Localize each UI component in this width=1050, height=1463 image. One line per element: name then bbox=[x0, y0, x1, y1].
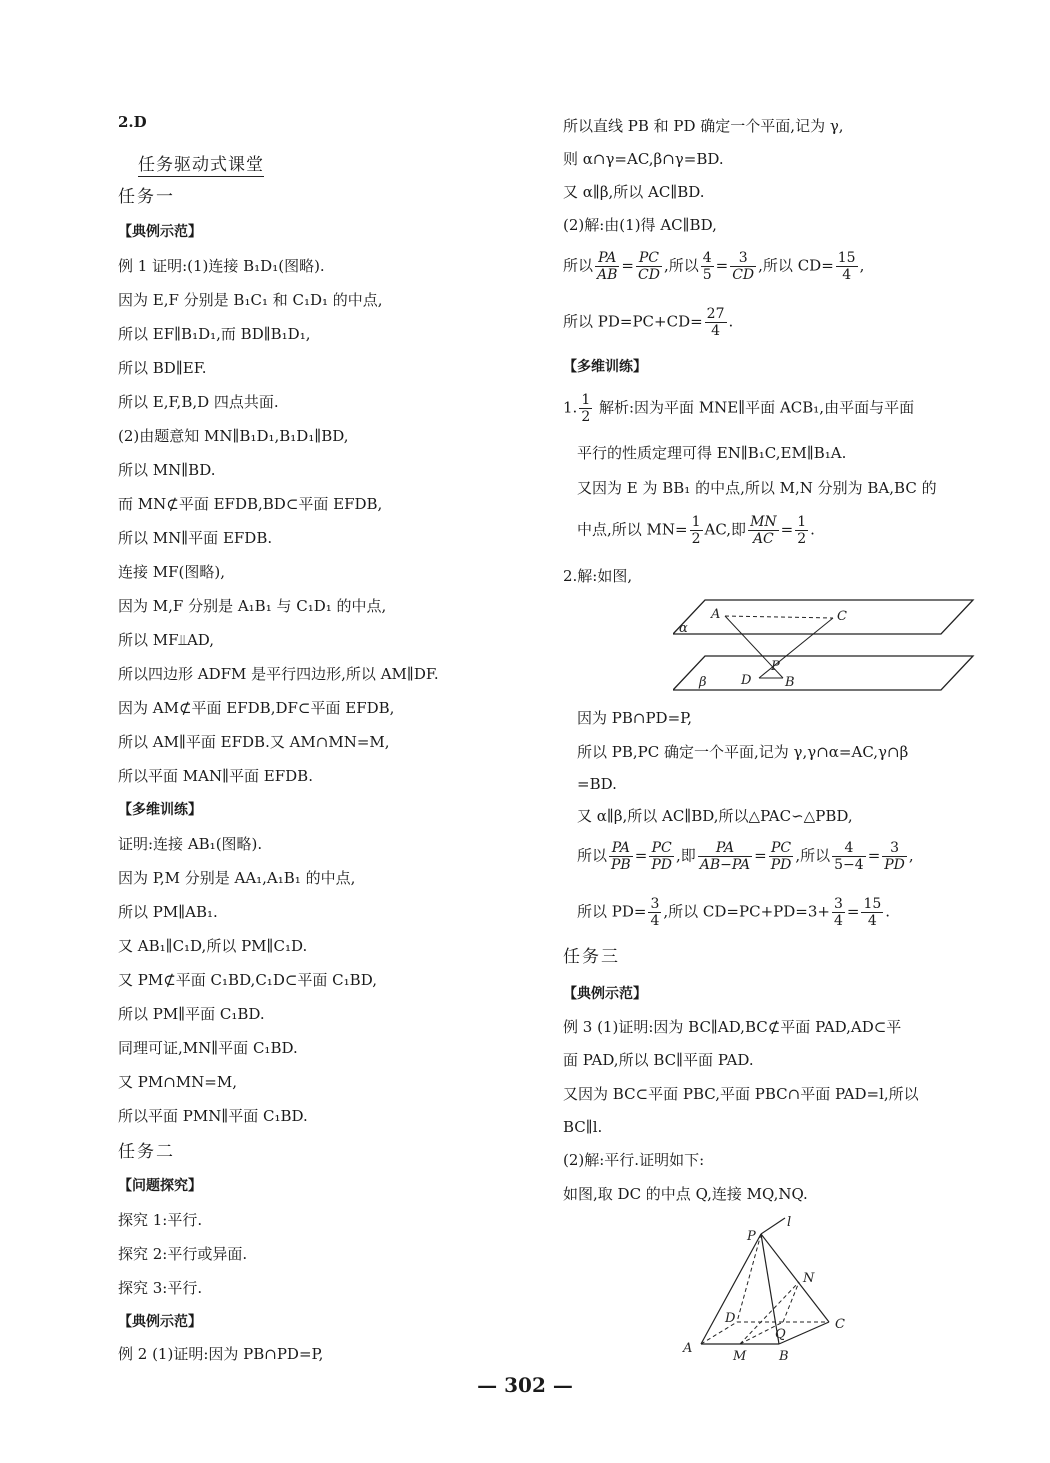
text-line: 则 α∩γ=AC,β∩γ=BD. bbox=[563, 150, 724, 168]
text-line: 连接 MF(图略), bbox=[118, 563, 226, 581]
text-line: 探究 1:平行. bbox=[118, 1211, 203, 1229]
label-A: A bbox=[711, 607, 721, 622]
fraction: $\frac{4}{5-4}$ bbox=[834, 840, 864, 873]
text-line: 例 2 (1)证明:因为 PB∩PD=P, bbox=[118, 1345, 324, 1363]
fraction: $\frac{MN}{AC}$ bbox=[750, 514, 777, 547]
text-line: 探究 3:平行. bbox=[118, 1279, 203, 1297]
text-line: 面 PAD,所以 BC∥平面 PAD. bbox=[563, 1051, 754, 1069]
fraction: $\frac{27}{4}$ bbox=[706, 306, 725, 339]
task-2-heading: 任务二 bbox=[118, 1142, 175, 1162]
fraction: $\frac{15}{4}$ bbox=[837, 250, 856, 283]
text-line: 所以 BD∥EF. bbox=[118, 359, 207, 377]
text-line: 又 PM∩MN=M, bbox=[118, 1073, 237, 1091]
equation-line: 所以 $\frac{PA}{AB}$ = $\frac{PC}{CD}$ ,所以 $\frac{4}{5}$ = $\frac{3}{CD}$ ,所以 CD= $\frac{15}{4}$ , bbox=[563, 250, 865, 283]
text-line: (2)由题意知 MN∥B₁D₁,B₁D₁∥BD, bbox=[118, 427, 349, 445]
text-line: =BD. bbox=[577, 775, 617, 793]
fraction: $\frac{PA}{PB}$ bbox=[611, 840, 631, 873]
fraction: $\frac{PA}{AB}$ bbox=[597, 250, 618, 283]
text-line: 又 PM⊄平面 C₁BD,C₁D⊂平面 C₁BD, bbox=[118, 971, 377, 989]
fraction: $\frac{1}{2}$ bbox=[797, 514, 807, 547]
label-alpha: α bbox=[679, 621, 688, 636]
fraction: $\frac{3}{CD}$ bbox=[732, 250, 755, 283]
text-line: 因为 AM⊄平面 EFDB,DF⊂平面 EFDB, bbox=[118, 699, 395, 717]
example-heading-1: 【典例示范】 bbox=[118, 224, 202, 240]
example-heading-3: 【典例示范】 bbox=[563, 986, 647, 1002]
text-line: 所以 PM∥平面 C₁BD. bbox=[118, 1005, 265, 1023]
label-A: A bbox=[683, 1341, 693, 1356]
label-beta: β bbox=[699, 675, 707, 690]
equation-line: 中点,所以 MN= $\frac{1}{2}$ AC,即 $\frac{MN}{AC}$ = $\frac{1}{2}$ . bbox=[577, 514, 815, 547]
fraction: $\frac{3}{4}$ bbox=[650, 896, 660, 929]
label-Q: Q bbox=[775, 1327, 786, 1342]
fraction: $\frac{1}{2}$ bbox=[691, 514, 701, 547]
text-line: 因为 PB∩PD=P, bbox=[577, 709, 692, 727]
text-line: 所以四边形 ADFM 是平行四边形,所以 AM∥DF. bbox=[118, 665, 439, 683]
text-line: 平行的性质定理可得 EN∥B₁C,EM∥B₁A. bbox=[577, 444, 847, 462]
label-P: P bbox=[747, 1229, 756, 1244]
fraction: $\frac{3}{PD}$ bbox=[884, 840, 905, 873]
text-line: 证明:连接 AB₁(图略). bbox=[118, 835, 263, 853]
label-M: M bbox=[733, 1349, 747, 1364]
fraction: $\frac{PA}{AB-PA}$ bbox=[699, 840, 751, 873]
fraction: $\frac{PC}{PD}$ bbox=[770, 840, 792, 873]
label-C: C bbox=[837, 609, 847, 624]
text-line: 因为 P,M 分别是 AA₁,A₁B₁ 的中点, bbox=[118, 869, 356, 887]
text-line: 又 α∥β,所以 AC∥BD. bbox=[563, 183, 705, 201]
text-line: (2)解:平行.证明如下: bbox=[563, 1151, 705, 1169]
text-line: 所以平面 MAN∥平面 EFDB. bbox=[118, 767, 313, 785]
text-line: 所以 EF∥B₁D₁,而 BD∥B₁D₁, bbox=[118, 325, 311, 343]
text-line: 所以 MF⫫AD, bbox=[118, 631, 215, 649]
text-line: 2.解:如图, bbox=[563, 567, 633, 585]
label-D: D bbox=[741, 673, 752, 688]
text-line: 所以平面 PMN∥平面 C₁BD. bbox=[118, 1107, 308, 1125]
text-line: 又 AB₁∥C₁D,所以 PM∥C₁D. bbox=[118, 937, 308, 955]
text-line: 所以 MN∥平面 EFDB. bbox=[118, 529, 273, 547]
pyramid-figure bbox=[681, 1216, 861, 1366]
text-line: 所以 E,F,B,D 四点共面. bbox=[118, 393, 279, 411]
training-heading-1: 【多维训练】 bbox=[118, 802, 202, 818]
text-line: 所以直线 PB 和 PD 确定一个平面,记为 γ, bbox=[563, 117, 844, 135]
text-line: 所以 AM∥平面 EFDB.又 AM∩MN=M, bbox=[118, 733, 390, 751]
equation-line: 所以 PD= $\frac{3}{4}$ ,所以 CD=PC+PD=3+ $\frac{3}{4}$ = $\frac{15}{4}$ . bbox=[577, 896, 891, 929]
text-line: BC∥l. bbox=[563, 1118, 603, 1136]
text-line: 又因为 E 为 BB₁ 的中点,所以 M,N 分别为 BA,BC 的 bbox=[577, 479, 937, 497]
text-line: 因为 M,F 分别是 A₁B₁ 与 C₁D₁ 的中点, bbox=[118, 597, 387, 615]
label-l: l bbox=[787, 1216, 792, 1230]
explore-heading: 【问题探究】 bbox=[118, 1178, 202, 1194]
label-C: C bbox=[835, 1317, 845, 1332]
section-title: 任务驱动式课堂 bbox=[138, 150, 264, 177]
answer-2: 2.D bbox=[118, 113, 147, 131]
label-B: B bbox=[785, 675, 795, 690]
label-P: P bbox=[771, 659, 780, 674]
page-number: — 302 — bbox=[477, 1373, 573, 1397]
text-line: 所以 MN∥BD. bbox=[118, 461, 216, 479]
text-line: 例 3 (1)证明:因为 BC∥AD,BC⊄平面 PAD,AD⊂平 bbox=[563, 1018, 902, 1036]
fraction: $\frac{4}{5}$ bbox=[702, 250, 712, 283]
text-line: 如图,取 DC 的中点 Q,连接 MQ,NQ. bbox=[563, 1185, 808, 1203]
text-line: 所以 PM∥AB₁. bbox=[118, 903, 218, 921]
task-1-heading: 任务一 bbox=[118, 187, 175, 207]
label-N: N bbox=[803, 1271, 815, 1286]
text-line: 例 1 证明:(1)连接 B₁D₁(图略). bbox=[118, 257, 325, 275]
text-line: 又 α∥β,所以 AC∥BD,所以△PAC∽△PBD, bbox=[577, 807, 853, 825]
fraction: $\frac{PC}{PD}$ bbox=[651, 840, 672, 873]
text-line: 因为 E,F 分别是 B₁C₁ 和 C₁D₁ 的中点, bbox=[118, 291, 383, 309]
text-line: 而 MN⊄平面 EFDB,BD⊂平面 EFDB, bbox=[118, 495, 383, 513]
eq-text: 所以 bbox=[563, 256, 594, 275]
fraction: $\frac{3}{4}$ bbox=[833, 896, 843, 929]
equation-line: 所以 $\frac{PA}{PB}$ = $\frac{PC}{PD}$ ,即 $\frac{PA}{AB-PA}$ = $\frac{PC}{PD}$ ,所以 $\frac{4}{5-4}$ = $\frac{3}{PD}$ , bbox=[577, 840, 914, 873]
text-line: 所以 PB,PC 确定一个平面,记为 γ,γ∩α=AC,γ∩β bbox=[577, 743, 909, 761]
text-line: (2)解:由(1)得 AC∥BD, bbox=[563, 216, 717, 234]
task-3-heading: 任务三 bbox=[563, 947, 620, 967]
fraction: $\frac{15}{4}$ bbox=[863, 896, 882, 929]
fraction: $\frac{1}{2}$ bbox=[581, 392, 591, 425]
label-D: D bbox=[725, 1311, 736, 1326]
training-heading-2: 【多维训练】 bbox=[563, 359, 647, 375]
example-heading-2: 【典例示范】 bbox=[118, 1314, 202, 1330]
text-line: 又因为 BC⊂平面 PBC,平面 PBC∩平面 PAD=l,所以 bbox=[563, 1085, 919, 1103]
label-B: B bbox=[779, 1349, 789, 1364]
text-line: 探究 2:平行或异面. bbox=[118, 1245, 248, 1263]
fraction: $\frac{PC}{CD}$ bbox=[638, 250, 660, 283]
parallel-planes-figure bbox=[673, 594, 983, 694]
equation-line: 所以 PD=PC+CD= $\frac{27}{4}$ . bbox=[563, 306, 734, 339]
equation-line: 1. $\frac{1}{2}$ 解析:因为平面 MNE∥平面 ACB₁,由平面与平面 bbox=[563, 392, 915, 425]
text-line: 同理可证,MN∥平面 C₁BD. bbox=[118, 1039, 298, 1057]
